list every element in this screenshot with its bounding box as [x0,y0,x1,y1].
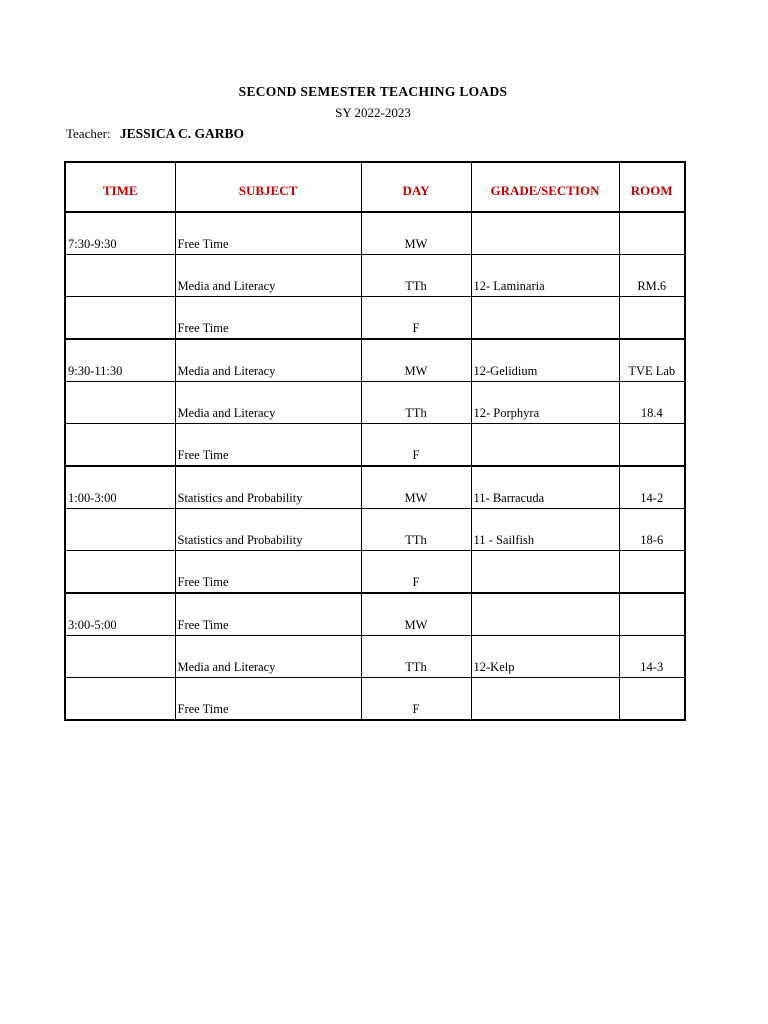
cell-room: RM.6 [619,255,685,297]
cell-time [65,382,175,424]
cell-day: TTh [361,382,471,424]
cell-subject: Media and Literacy [175,339,361,382]
cell-subject: Statistics and Probability [175,509,361,551]
table-row [65,678,685,721]
teacher-name: JESSICA C. GARBO [119,126,244,141]
cell-room [619,678,685,721]
cell-subject: Free Time [175,297,361,340]
cell-day: MW [361,466,471,509]
cell-grade-section [471,551,619,594]
cell-day: MW [361,212,471,255]
teacher-row [66,126,244,142]
cell-subject: Free Time [175,593,361,636]
cell-grade-section: 12- Laminaria [471,255,619,297]
cell-grade-section: 11- Barracuda [471,466,619,509]
cell-day: TTh [361,255,471,297]
cell-subject: Free Time [175,678,361,721]
column-header-day: DAY [361,162,471,212]
table-row [65,636,685,678]
cell-room: 18-6 [619,509,685,551]
table-row [65,424,685,467]
cell-room: 14-3 [619,636,685,678]
cell-subject: Media and Literacy [175,382,361,424]
cell-grade-section [471,593,619,636]
cell-day: TTh [361,509,471,551]
cell-time [65,551,175,594]
cell-day: MW [361,339,471,382]
cell-day: F [361,297,471,340]
cell-room: 18.4 [619,382,685,424]
table-header-row [65,162,685,212]
cell-room: 14-2 [619,466,685,509]
cell-grade-section: 12- Porphyra [471,382,619,424]
table-row [65,593,685,636]
cell-subject: Media and Literacy [175,636,361,678]
school-year: SY 2022-2023 [335,105,411,120]
cell-subject: Statistics and Probability [175,466,361,509]
cell-time [65,255,175,297]
cell-time [65,509,175,551]
table-row [65,466,685,509]
cell-subject: Free Time [175,212,361,255]
column-header-time: TIME [65,162,175,212]
table-row [65,212,685,255]
cell-grade-section [471,678,619,721]
teaching-load-table [64,161,686,721]
cell-subject: Free Time [175,551,361,594]
cell-grade-section: 12-Kelp [471,636,619,678]
table-row [65,551,685,594]
cell-time: 1:00-3:00 [65,466,175,509]
cell-room: TVE Lab [619,339,685,382]
cell-day: F [361,424,471,467]
cell-room [619,551,685,594]
cell-time [65,424,175,467]
cell-subject: Media and Literacy [175,255,361,297]
column-header-subject: SUBJECT [175,162,361,212]
cell-time [65,636,175,678]
cell-grade-section [471,424,619,467]
table-row [65,297,685,340]
column-header-grade-section: GRADE/SECTION [471,162,619,212]
table-row [65,339,685,382]
cell-room [619,212,685,255]
page-title: SECOND SEMESTER TEACHING LOADS [238,84,508,99]
cell-day: MW [361,593,471,636]
cell-room [619,424,685,467]
cell-grade-section: 11 - Sailfish [471,509,619,551]
cell-grade-section [471,212,619,255]
cell-room [619,297,685,340]
cell-grade-section [471,297,619,340]
table-body [65,212,685,720]
cell-day: F [361,678,471,721]
cell-time: 3:00-5:00 [65,593,175,636]
cell-time: 7:30-9:30 [65,212,175,255]
cell-subject: Free Time [175,424,361,467]
cell-room [619,593,685,636]
teacher-label: Teacher: [66,126,111,141]
cell-time [65,678,175,721]
table-row [65,255,685,297]
cell-time: 9:30-11:30 [65,339,175,382]
cell-time [65,297,175,340]
cell-grade-section: 12-Gelidium [471,339,619,382]
table-row [65,509,685,551]
table-row [65,382,685,424]
cell-day: TTh [361,636,471,678]
cell-day: F [361,551,471,594]
column-header-room: ROOM [619,162,685,212]
